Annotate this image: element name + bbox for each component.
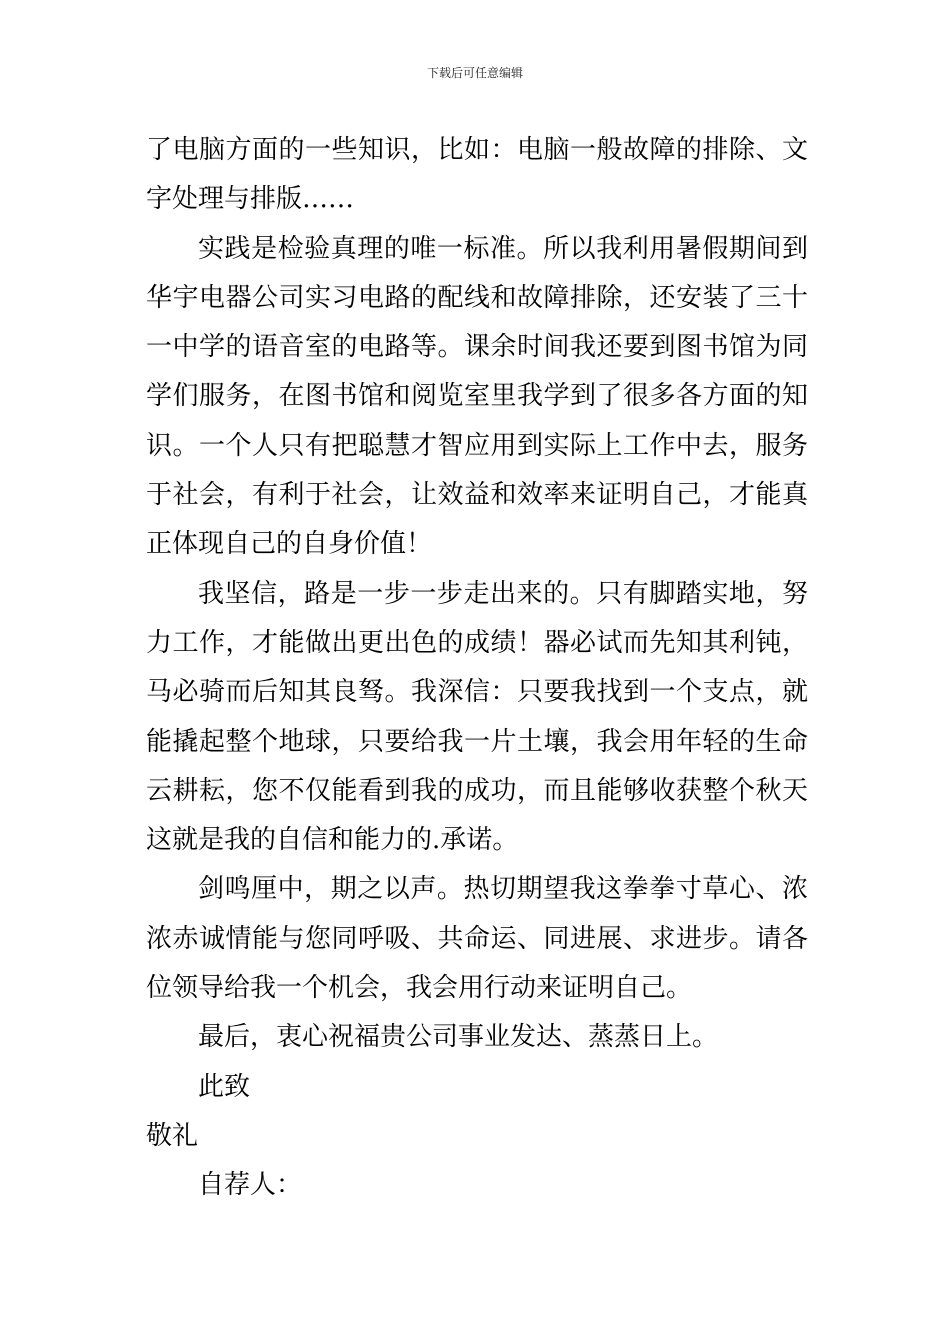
text-line: 字处理与排版…… [146,184,355,215]
text-line: 马必骑而后知其良驽。我深信：只要我找到一个支点，就 [146,677,808,708]
salutation-jingli: 敬礼 [146,1120,199,1151]
text-line: 剑鸣厘中，期之以声。热切期望我这拳拳寸草心、浓 [198,874,808,905]
text-line: 云耕耘，您不仅能看到我的成功，而且能够收获整个秋天 [146,775,808,806]
text-line: 华宇电器公司实习电路的配线和故障排除，还安装了三十 [146,282,808,313]
text-line: 实践是检验真理的唯一标准。所以我利用暑假期间到 [198,233,808,264]
text-line: 我坚信，路是一步一步走出来的。只有脚踏实地，努 [198,578,808,609]
text-line: 识。一个人只有把聪慧才智应用到实际上工作中去，服务 [146,430,808,461]
text-line: 于社会，有利于社会，让效益和效率来证明自己，才能真 [146,480,808,511]
salutation-cizhi: 此致 [198,1071,251,1102]
text-line: 正体现自己的自身价值！ [146,529,433,560]
page-header: 下载后可任意编辑 [426,66,523,80]
text-line: 学们服务，在图书馆和阅览室里我学到了很多各方面的知 [146,381,808,412]
text-line: 位领导给我一个机会，我会用行动来证明自己。 [146,973,693,1004]
text-line: 浓赤诚情能与您同呼吸、共命运、同进展、求进步。请各 [146,923,808,954]
text-line: 能撬起整个地球，只要给我一片土壤，我会用年轻的生命 [146,726,808,757]
closing-wish: 最后，衷心祝福贵公司事业发达、蒸蒸日上。 [198,1022,719,1053]
letter-body [146,126,808,1211]
text-line: 这就是我的自信和能力的.承诺。 [146,825,519,856]
signature-label: 自荐人： [198,1170,303,1201]
text-line: 一中学的语音室的电路等。课余时间我还要到图书馆为同 [146,332,808,363]
text-line: 了电脑方面的一些知识，比如：电脑一般故障的排除、文 [146,135,808,165]
text-line: 力工作，才能做出更出色的成绩！器必试而先知其利钝， [146,627,808,658]
